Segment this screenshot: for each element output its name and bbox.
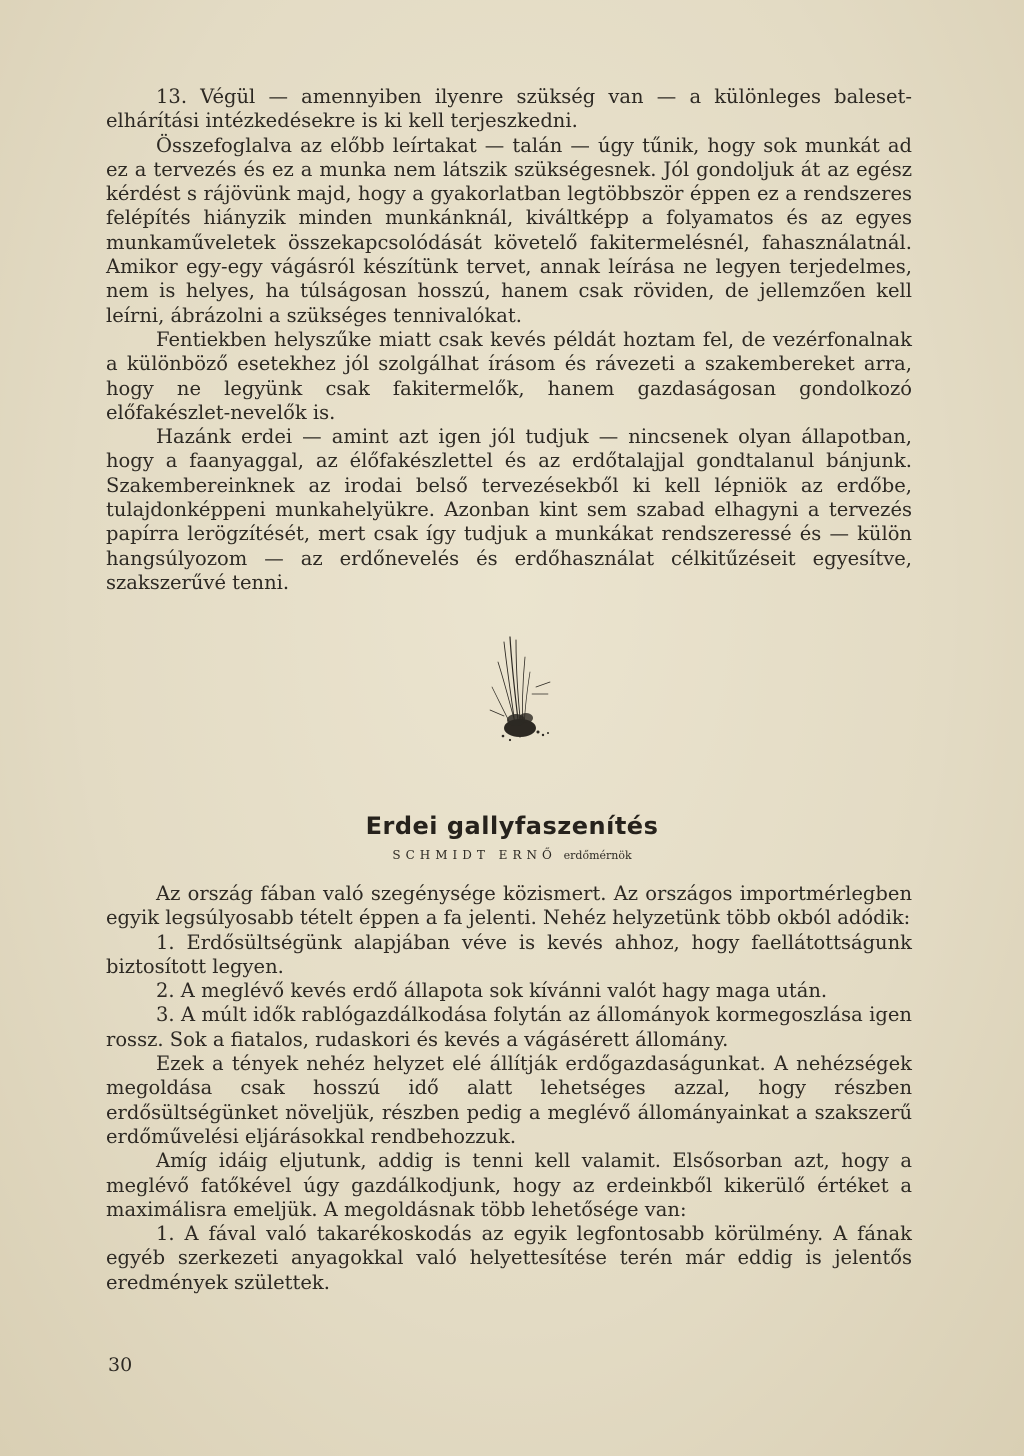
author-line bbox=[0, 848, 1024, 862]
pine-branch-icon bbox=[470, 632, 560, 747]
paragraph: Összefoglalva az előbb leírtakat — talán — úgy tűnik, hogy sok munkát ad ez a tervezés és ez a munka nem látszik szükségesnek. Jól gondoljuk át az egész kérdést s rájövünk majd, hogy a gyakorlatban legtöbbször éppen ez a rendszeres felépítés hiányzik minden munkánknál, kiváltképp a folyamatos és az egyes munkaműveletek összekapcsolódását követelő fakitermelésnél, fahasználatnál. Amikor egy-egy vágásról készítünk tervet, annak leírása ne legyen terjedelmes, nem is helyes, ha túlságosan hosszú, hanem csak röviden, de jellemzően kell leírni, ábrázolni a szükséges tennivalókat. bbox=[106, 133, 912, 327]
paragraph: Ezek a tények nehéz helyzet elé állítják erdőgazdaságunkat. A nehézségek megoldása csak hosszú idő alatt lehetséges azzal, hogy részben erdősültségünket növeljük, részben pedig a meglévő állományainkat a szakszerű erdőművelési eljárásokkal rendbehozzuk. bbox=[106, 1052, 912, 1148]
paragraph: Fentiekben helyszűke miatt csak kevés példát hoztam fel, de vezérfonalnak a különböző esetekhez jól szolgálhat írásom és rávezeti a szakembereket arra, hogy ne legyünk csak fakitermelők, hanem gazdaságosan gondolkozó előfakészlet-nevelők is. bbox=[106, 327, 912, 424]
paragraph: Hazánk erdei — amint azt igen jól tudjuk — nincsenek olyan állapotban, hogy a faanyaggal, az élőfakészlettel és az erdőtalajjal gondtalanul bánjunk. Szakembereinknek az irodai belső tervezésekből ki kell lépniök az erdőbe, tulajdonképpeni munkahelyükre. Azonban kint sem szabad elhagyni a tervezés papírra lerögzítését, mert csak így tudjuk a munkákat rendszeressé és — külön hangsúlyozom — az erdőnevelés és erdőhasználat célkitűzéseit egyesítve, szakszerűvé tenni. bbox=[106, 425, 912, 594]
paragraph: Az ország fában való szegénysége közismert. Az országos importmérlegben egyik legsúlyosabb tételt éppen a fa jelenti. Nehéz helyzetünk több okból adódik: bbox=[106, 882, 912, 930]
article-title: Erdei gallyfaszenítés bbox=[365, 812, 659, 840]
paragraph: 2. A meglévő kevés erdő állapota sok kívánni valót hagy maga után. bbox=[156, 979, 828, 1003]
paragraph: 1. Erdősültségünk alapjában véve is kevés ahhoz, hogy faellátottságunk biztosított legyen. bbox=[106, 930, 912, 978]
paragraph: 3. A múlt idők rablógazdálkodása folytán az állományok kormegoszlása igen rossz. Sok a fiatalos, rudaskori és kevés a vágásérett állomány. bbox=[106, 1003, 912, 1051]
author-role: erdőmérnök bbox=[563, 849, 632, 862]
paragraph: Amíg idáig eljutunk, addig is tenni kell valamit. Elsősorban azt, hogy a meglévő fatőkével úgy gazdálkodjunk, hogy az erdeinkből kikerülő értéket a maximálisra emeljük. A megoldásnak több lehetősége van: bbox=[106, 1149, 912, 1221]
paragraph: 13. Végül — amennyiben ilyenre szükség van — a különleges baleset-elhárítási intézkedésekre is ki kell terjeszkedni. bbox=[106, 85, 912, 133]
paragraph: 1. A fával való takarékoskodás az egyik legfontosabb körülmény. A fának egyéb szerkezeti anyagokkal való helyettesítése terén már eddig is jelentős eredmények születtek. bbox=[106, 1222, 912, 1294]
top-text-block bbox=[106, 85, 912, 595]
author-name: SCHMIDT ERNŐ bbox=[392, 848, 557, 862]
page-number: 30 bbox=[108, 1354, 133, 1376]
bottom-text-block bbox=[106, 882, 912, 1295]
